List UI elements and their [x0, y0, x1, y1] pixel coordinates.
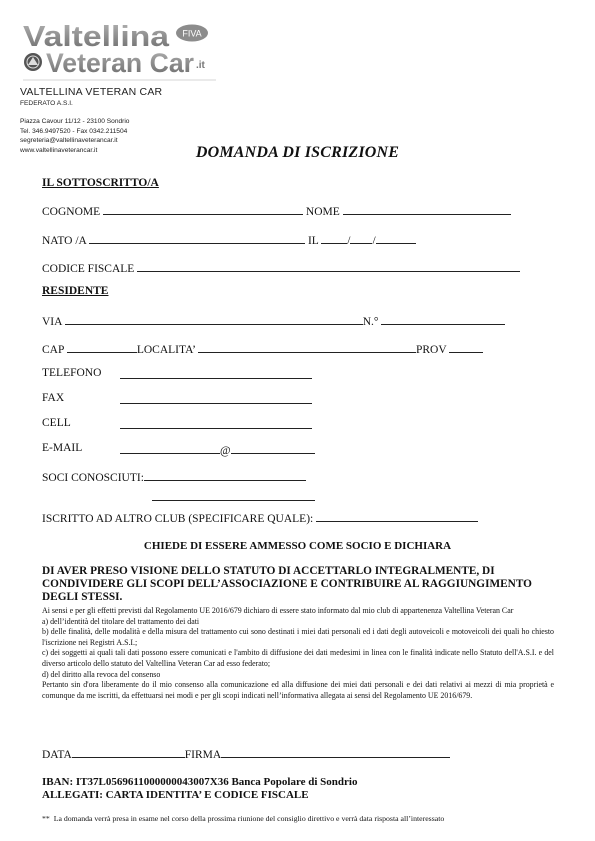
- tax-code-label: CODICE FISCALE: [42, 263, 135, 275]
- privacy-item-d: d) del diritto alla revoca del consenso: [42, 669, 161, 679]
- iban-line: IBAN: IT37L0569611000000043007X36 Banca Popolare di Sondrio: [42, 776, 358, 788]
- birth-date-label: IL: [307, 235, 319, 247]
- date-field[interactable]: [72, 746, 185, 758]
- tax-code-row: [42, 260, 520, 275]
- other-club-row: [42, 510, 478, 525]
- footnote-marker: **: [42, 814, 50, 823]
- club-logo: [20, 16, 220, 86]
- surname-label: COGNOME: [42, 206, 101, 218]
- name-label: NOME: [305, 206, 340, 218]
- email-user-field[interactable]: [120, 442, 220, 454]
- organization-address: Piazza Cavour 11/12 - 23100 Sondrio: [20, 118, 130, 125]
- street-number-label: N.°: [362, 316, 379, 328]
- street-field[interactable]: [65, 313, 363, 325]
- email-label: E-MAIL: [42, 442, 83, 454]
- surname-row: [42, 203, 511, 218]
- document-title: DOMANDA DI ISCRIZIONE: [195, 144, 400, 161]
- locality-label: LOCALITA’: [136, 344, 196, 356]
- signature-field[interactable]: [221, 746, 450, 758]
- known-members-field-2[interactable]: [152, 489, 315, 501]
- date-separator: /: [372, 235, 376, 247]
- birthplace-field[interactable]: [89, 232, 305, 244]
- locality-field[interactable]: [198, 341, 416, 353]
- date-separator: /: [347, 235, 351, 247]
- born-label: NATO /A: [42, 235, 87, 247]
- email-at-sign: @: [220, 445, 231, 457]
- fax-field[interactable]: [120, 392, 312, 404]
- known-members-field-1[interactable]: [144, 469, 306, 481]
- declaration-text: DI AVER PRESO VISIONE DELLO STATUTO DI ACCETTARLO INTEGRALMENTE, DI CONDIVIDERE GLI SCOPI DELL’ASSOCIAZIONE E CONTRIBUIRE AL RAGGIUNGIMENTO DEGLI STESSI.: [42, 565, 532, 603]
- payment-info: [42, 776, 357, 802]
- mobile-field[interactable]: [120, 417, 312, 429]
- privacy-item-b: b) delle finalità, delle modalità e della misura del trattamento cui sono destinati i miei dati personali ed i dati degli autoveicoli e motoveicoli dei quali ho chiesto l'iscrizione nei Registri A.S.I.;: [42, 627, 554, 647]
- organization-name: VALTELLINA VETERAN CAR: [20, 86, 163, 98]
- email-row: [120, 442, 315, 457]
- section-undersigned: IL SOTTOSCRITTO/A: [42, 177, 159, 189]
- tax-code-field[interactable]: [137, 260, 520, 272]
- street-number-field[interactable]: [381, 313, 505, 325]
- logo-wordmark-line1: Valtellina: [23, 21, 171, 53]
- organization-website[interactable]: www.valtellinaveterancar.it: [20, 146, 98, 154]
- privacy-item-c: c) dei soggetti ai quali tali dati possono essere comunicati e l'ambito di diffusione dei dati medesimi in linea con le finalità indicate nello Statuto dell'A.S.I. e del diverso articolo dello statuto del Valtellina Veteran Car ad esso federato;: [42, 648, 554, 668]
- known-members-label: SOCI CONOSCIUTI:: [42, 472, 144, 484]
- zip-label: CAP: [42, 344, 64, 356]
- known-members-row: [42, 469, 306, 484]
- footnote: [42, 814, 444, 823]
- signature-label: FIRMA: [184, 749, 222, 761]
- signature-row: [42, 746, 450, 761]
- province-field[interactable]: [449, 341, 483, 353]
- other-club-label: ISCRITTO AD ALTRO CLUB (SPECIFICARE QUALE):: [42, 513, 314, 525]
- surname-field[interactable]: [103, 203, 303, 215]
- logo-domain-suffix: .it: [196, 60, 205, 71]
- club-emblem-icon: [24, 53, 42, 71]
- logo-wordmark-line2: Veteran Car: [46, 48, 195, 78]
- fax-label: FAX: [42, 392, 65, 404]
- birth-month-field[interactable]: [350, 232, 372, 244]
- club-logo-graphic: [20, 16, 220, 86]
- privacy-notice: [42, 606, 554, 701]
- privacy-item-a: a) dell’identità del titolare del trattamento dei dati: [42, 616, 200, 626]
- email-domain-field[interactable]: [231, 442, 315, 454]
- organization-federation: FEDERATO A.S.I.: [20, 100, 73, 107]
- privacy-consent: Pertanto sin d'ora liberamente do il mio consenso alla comunicazione ed alla diffusione dei miei dati personali e dei dati relativi ai mezzi di mia proprietà e comunque da me iscritti, da effettuarsi nei modi e per gli scopi indicati nell’informativa allegata ai sensi del Regolamento UE 2016/679.: [42, 680, 554, 700]
- phone-field[interactable]: [120, 367, 312, 379]
- province-label: PROV: [415, 344, 447, 356]
- organization-email[interactable]: segreteria@valtellinaveterancar.it: [20, 137, 118, 145]
- zip-field[interactable]: [67, 341, 137, 353]
- request-heading: CHIEDE DI ESSERE AMMESSO COME SOCIO E DICHIARA: [143, 540, 452, 552]
- other-club-field[interactable]: [316, 510, 478, 522]
- footnote-text: La domanda verrà presa in esame nel corso della prossima riunione del consiglio direttivo e verrà data risposta all’interessato: [53, 814, 445, 823]
- fiva-badge-text: FIVA: [182, 28, 202, 39]
- street-label: VIA: [42, 316, 62, 328]
- attachments-line: ALLEGATI: CARTA IDENTITA’ E CODICE FISCALE: [42, 789, 309, 801]
- locality-row: [42, 341, 483, 356]
- date-label: DATA: [42, 749, 72, 761]
- privacy-intro: Ai sensi e per gli effetti previsti dal Regolamento UE 2016/679 dichiaro di essere stato informato dal mio club di appartenenza Valtellina Veteran Car: [42, 606, 514, 615]
- street-row: [42, 313, 505, 328]
- organization-phone: Tel. 346.9497520 - Fax 0342.211504: [20, 127, 128, 135]
- mobile-label: CELL: [42, 417, 71, 429]
- birth-year-field[interactable]: [376, 232, 416, 244]
- name-field[interactable]: [343, 203, 511, 215]
- phone-label: TELEFONO: [42, 367, 102, 379]
- birth-day-field[interactable]: [321, 232, 347, 244]
- section-resident: RESIDENTE: [42, 285, 109, 297]
- birth-row: [42, 232, 416, 247]
